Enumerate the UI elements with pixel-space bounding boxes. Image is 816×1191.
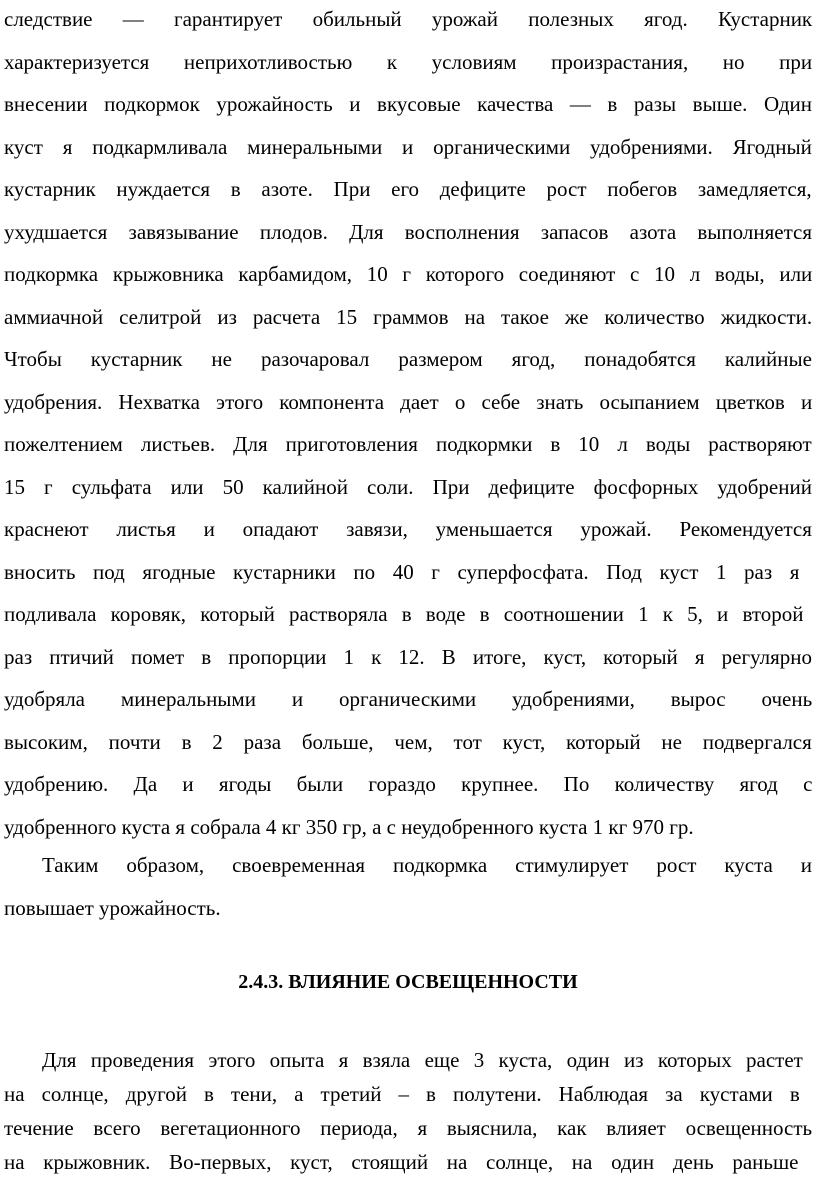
text-line: на крыжовник. Во-первых, куст, стоящий на солнце, на один день раньше (4, 1150, 799, 1174)
section-heading: 2.4.3. ВЛИЯНИЕ ОСВЕЩЕННОСТИ (238, 971, 578, 993)
text-line: пожелтением листьев. Для приготовления подкормки в 10 л воды растворяют (4, 432, 812, 456)
text-line: куст я подкармливала минеральными и органическими удобрениями. Ягодный (4, 134, 812, 159)
text-line: подкормка крыжовника карбамидом, 10 г которого соединяют с 10 л воды, или (4, 262, 813, 286)
text-line: кустарник нуждается в азоте. При его дефиците рост побегов замедляется, (4, 177, 812, 201)
text-line: следствие — гарантирует обильный урожай полезных ягод. Кустарник (4, 7, 813, 31)
paragraph-lighting (4, 1043, 812, 1179)
text-line: раз птичий помет в пропорции 1 к 12. В итоге, куст, который я регулярно (4, 644, 813, 669)
text-line: удобрению. Да и ягоды были гораздо крупнее. По количеству ягод с (4, 772, 813, 796)
text-line: краснеют листья и опадают завязи, уменьшается урожай. Рекомендуется (4, 517, 812, 541)
text-line: высоким, почти в 2 раза больше, чем, тот куст, который не подвергался (4, 729, 812, 754)
paragraph-fertilization (4, 0, 812, 848)
text-line: Для проведения этого опыта я взяла еще 3 куста, один из которых растет (42, 1048, 803, 1072)
text-line: ухудшается завязывание плодов. Для восполнения запасов азота выполняется (4, 219, 812, 244)
text-line: повышает урожайность. (4, 895, 221, 920)
text-line: удобренного куста я собрала 4 кг 350 гр, а с неудобренного куста 1 кг 970 гр. (4, 814, 694, 839)
text-line: Чтобы кустарник не разочаровал размером ягод, понадобятся калийные (4, 347, 812, 371)
text-line: 15 г сульфата или 50 калийной соли. При дефиците фосфорных удобрений (4, 474, 812, 499)
text-line: на солнце, другой в тени, а третий – в полутени. Наблюдая за кустами в (4, 1082, 800, 1106)
text-line: течение всего вегетационного периода, я выяснила, как влияет освещенность (4, 1116, 813, 1140)
text-line: аммиачной селитрой из расчета 15 граммов на такое же количество жидкости. (4, 304, 813, 329)
text-line: удобряла минеральными и органическими удобрениями, вырос очень (4, 687, 813, 711)
text-line: подливала коровяк, который растворяла в воде в соотношении 1 к 5, и второй (4, 602, 804, 626)
paragraph-conclusion (4, 844, 812, 929)
text-line: вносить под ягодные кустарники по 40 г суперфосфата. Под куст 1 раз я (4, 559, 800, 584)
text-line: Таким образом, своевременная подкормка стимулирует рост куста и (42, 853, 813, 877)
text-line: внесении подкормок урожайность и вкусовые качества — в разы выше. Один (4, 92, 813, 116)
text-line: удобрения. Нехватка этого компонента дает о себе знать осыпанием цветков и (4, 389, 813, 414)
text-line: характеризуется неприхотливостью к условиям произрастания, но при (4, 49, 813, 74)
